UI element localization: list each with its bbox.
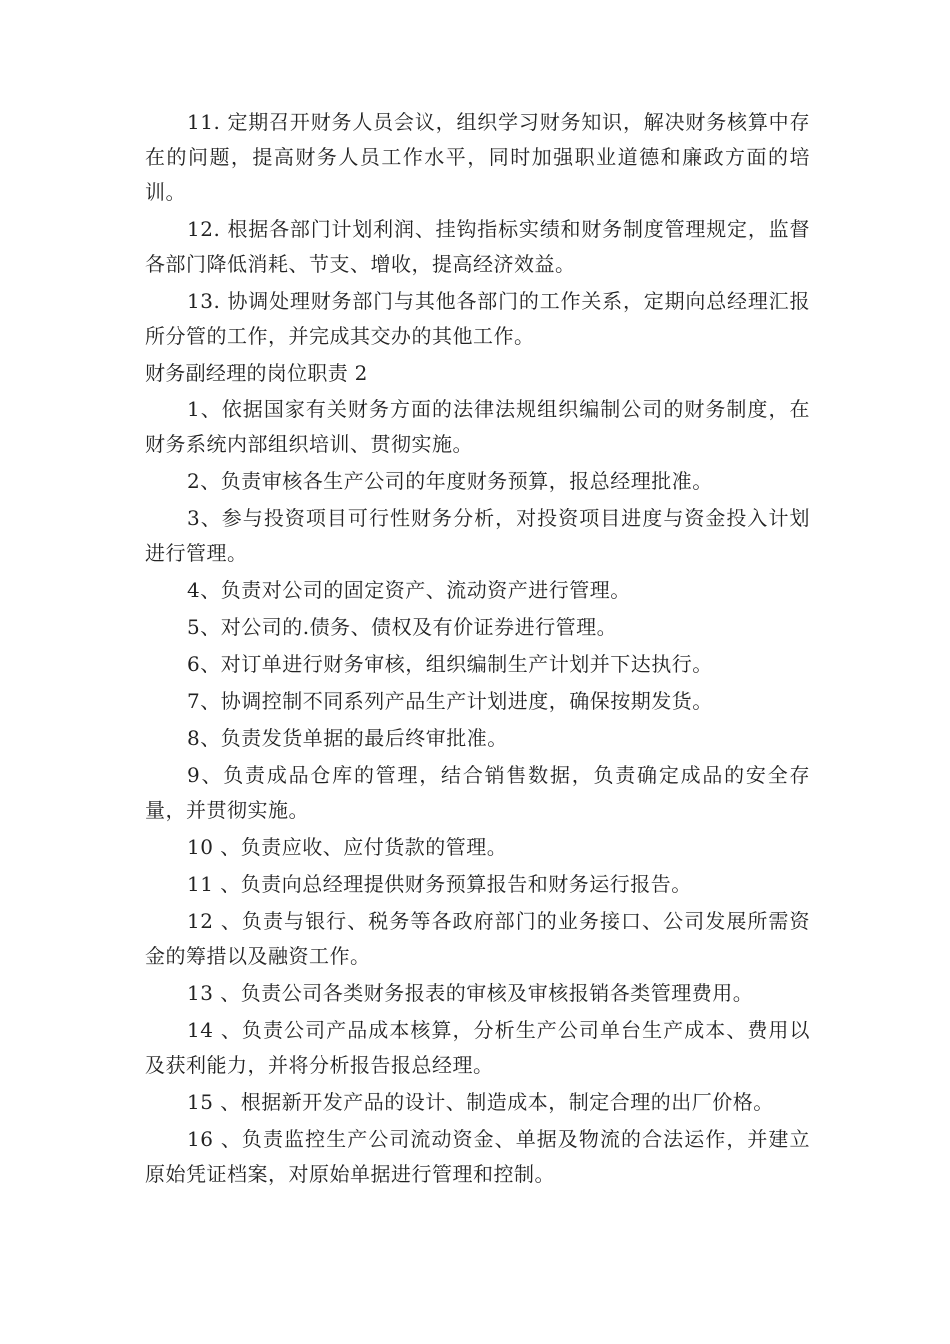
document-body: [145, 105, 810, 1194]
duty-item-9: 9、负责成品仓库的管理，结合销售数据，负责确定成品的安全存量，并贯彻实施。: [145, 763, 810, 822]
duty-item-1: 1、依据国家有关财务方面的法律法规组织编制公司的财务制度，在财务系统内部组织培训、贯彻实施。: [145, 397, 810, 456]
duty-item-6: 6、对订单进行财务审核，组织编制生产计划并下达执行。: [187, 652, 713, 676]
section-heading: 财务副经理的岗位职责 2: [145, 361, 368, 385]
duty-item-13: 13 、负责公司各类财务报表的审核及审核报销各类管理费用。: [187, 981, 754, 1005]
duty-item-11: 11 、负责向总经理提供财务预算报告和财务运行报告。: [187, 872, 692, 896]
duty-item-16: 16 、负责监控生产公司流动资金、单据及物流的合法运作，并建立原始凭证档案，对原始单据进行管理和控制。: [145, 1127, 810, 1186]
duty-item-8: 8、负责发货单据的最后终审批准。: [187, 726, 508, 750]
paragraph-item-12: 12. 根据各部门计划利润、挂钩指标实绩和财务制度管理规定，监督各部门降低消耗、节支、增收，提高经济效益。: [145, 217, 810, 276]
duty-item-14: 14 、负责公司产品成本核算，分析生产公司单台生产成本、费用以及获利能力，并将分析报告报总经理。: [145, 1018, 810, 1077]
duty-item-12: 12 、负责与银行、税务等各政府部门的业务接口、公司发展所需资金的筹措以及融资工作。: [145, 909, 810, 968]
duty-item-3: 3、参与投资项目可行性财务分析，对投资项目进度与资金投入计划进行管理。: [145, 506, 810, 565]
paragraph-item-13: 13. 协调处理财务部门与其他各部门的工作关系，定期向总经理汇报所分管的工作，并完成其交办的其他工作。: [145, 289, 810, 348]
duty-item-10: 10 、负责应收、应付货款的管理。: [187, 835, 508, 859]
duty-item-15: 15 、根据新开发产品的设计、制造成本，制定合理的出厂价格。: [187, 1090, 774, 1114]
duty-item-4: 4、负责对公司的固定资产、流动资产进行管理。: [187, 578, 631, 602]
duty-item-5: 5、对公司的.债务、债权及有价证券进行管理。: [187, 615, 618, 639]
duty-item-7: 7、协调控制不同系列产品生产计划进度，确保按期发货。: [187, 689, 713, 713]
duty-item-2: 2、负责审核各生产公司的年度财务预算，报总经理批准。: [187, 469, 713, 493]
paragraph-item-11: 11. 定期召开财务人员会议，组织学习财务知识，解决财务核算中存在的问题，提高财务人员工作水平，同时加强职业道德和廉政方面的培训。: [145, 110, 810, 204]
